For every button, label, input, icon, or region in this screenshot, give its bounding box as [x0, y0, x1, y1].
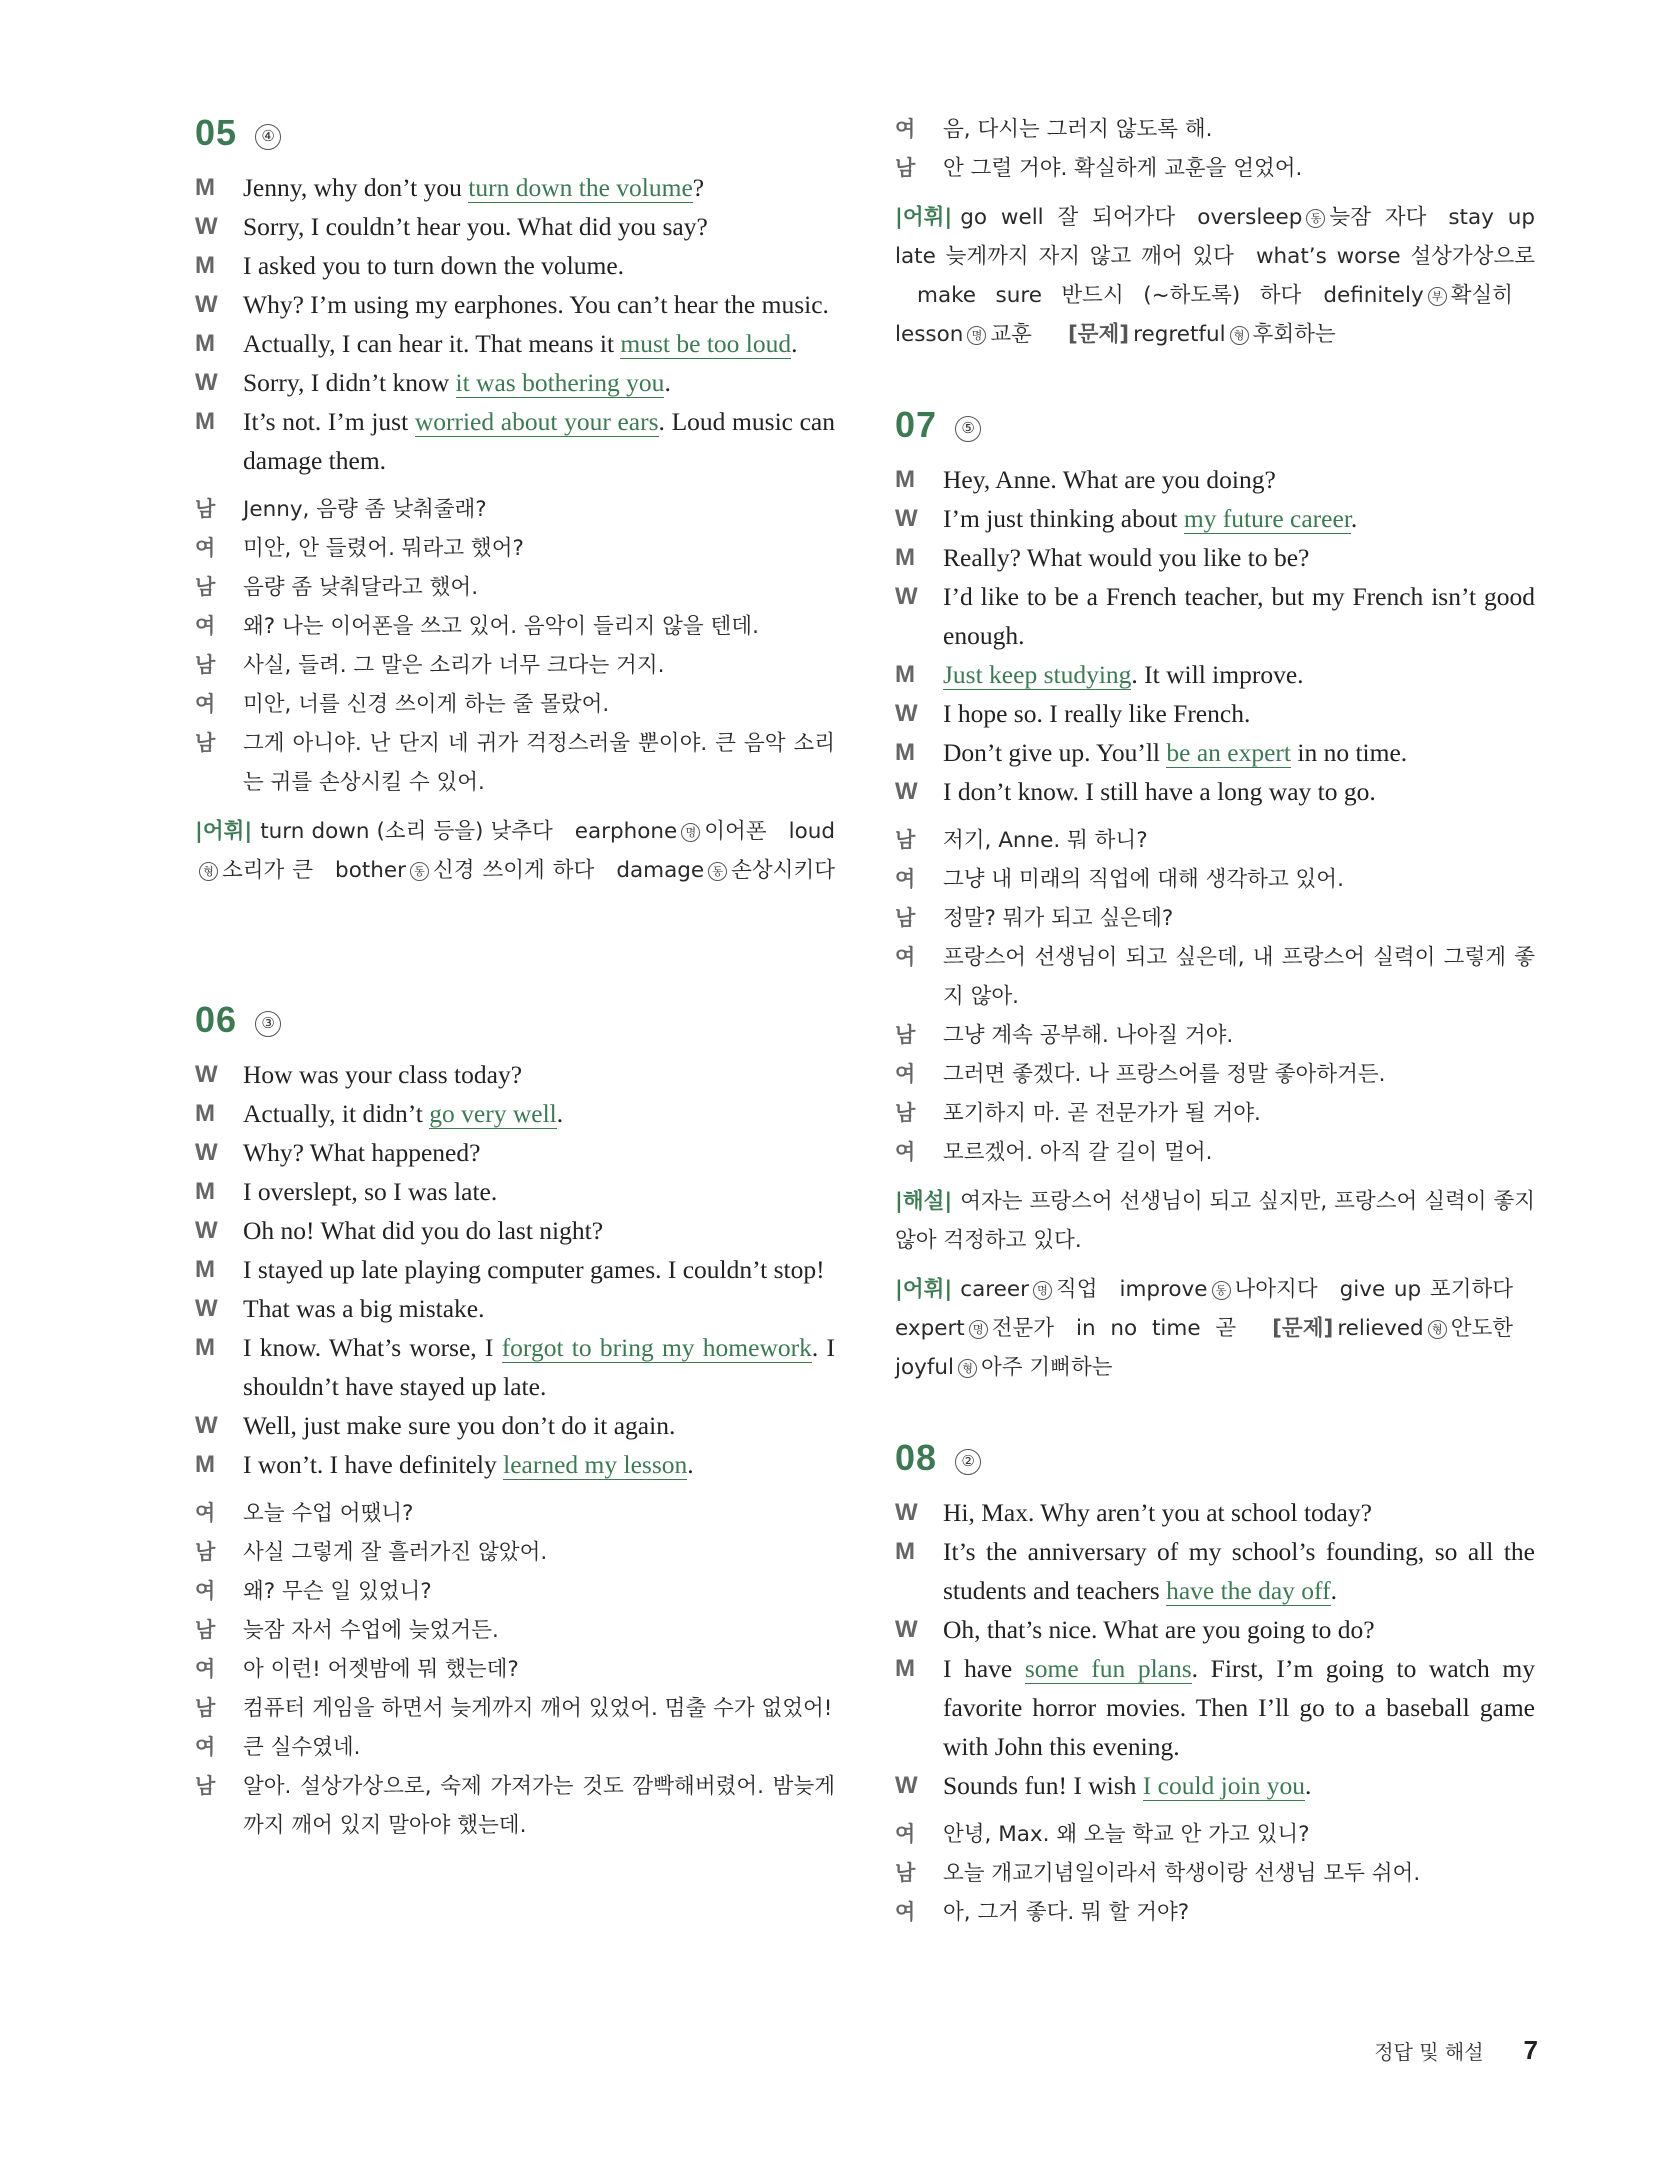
vocab-item: make sure 반드시 (~하도록) 하다	[917, 283, 1302, 308]
answer-phrase: have the day off	[1166, 1576, 1331, 1605]
answer-phrase: it was bothering you	[455, 368, 665, 397]
section-header	[195, 112, 835, 154]
dialogue-line	[195, 1055, 835, 1094]
vocabulary-note	[895, 1270, 1535, 1387]
explanation-label: |해설|	[895, 1189, 953, 1214]
translation-line	[195, 490, 835, 529]
translation-text: 안 그럴 거야. 확실하게 교훈을 얻었어.	[943, 156, 1303, 181]
utterance: Sounds fun! I wish I could join you.	[943, 1771, 1312, 1800]
translation-line	[195, 1689, 835, 1728]
dialogue-line	[195, 1289, 835, 1328]
dialogue-line	[195, 324, 835, 363]
dialogue-line	[195, 1445, 835, 1484]
translation-text: 그냥 계속 공부해. 나아질 거야.	[943, 1023, 1234, 1048]
part-of-speech-mark: 명	[1033, 1281, 1052, 1300]
speaker-label: M	[895, 1655, 915, 1682]
translation-line	[895, 1815, 1535, 1854]
speaker-label: M	[895, 739, 915, 766]
dialogue-line	[895, 1493, 1535, 1532]
answer-phrase: learned my lesson	[503, 1450, 688, 1479]
answer-mark: ②	[955, 1449, 981, 1475]
answer-phrase: I could join you	[1142, 1771, 1305, 1800]
dialogue	[195, 168, 835, 480]
translation-text: 큰 실수였네.	[243, 1735, 361, 1760]
dialogue	[895, 460, 1535, 811]
utterance: It’s not. I’m just worried about your ears. Loud music can damage them.	[243, 407, 836, 475]
answer-phrase: worried about your ears	[414, 407, 659, 436]
translation-line	[195, 607, 835, 646]
dialogue-line	[895, 499, 1535, 538]
dialogue-line	[195, 285, 835, 324]
section-header	[895, 404, 1535, 446]
speaker-label: 남	[195, 497, 216, 521]
right-column	[895, 110, 1535, 1938]
utterance: Actually, I can hear it. That means it must be too loud.	[243, 329, 798, 358]
translation	[895, 821, 1535, 1172]
dialogue-line	[195, 168, 835, 207]
answer-phrase: be an expert	[1166, 738, 1291, 767]
speaker-label: M	[195, 252, 215, 279]
part-of-speech-mark: 동	[410, 862, 429, 881]
answer-phrase: Just keep studying	[943, 660, 1132, 689]
utterance: That was a big mistake.	[243, 1294, 485, 1323]
vocabulary-note	[195, 812, 835, 929]
utterance: Actually, it didn’t go very well.	[243, 1099, 564, 1128]
translation-line	[895, 1854, 1535, 1893]
section-number: 05	[195, 112, 238, 153]
translation-line	[895, 149, 1535, 188]
translation-text: 오늘 개교기념일이라서 학생이랑 선생님 모두 쉬어.	[943, 1861, 1421, 1886]
translation-line	[895, 821, 1535, 860]
dialogue-line	[895, 1610, 1535, 1649]
translation-line	[195, 1533, 835, 1572]
answer-phrase: must be too loud	[620, 329, 792, 358]
translation-line	[895, 938, 1535, 1016]
translation-text: 오늘 수업 어땠니?	[243, 1501, 414, 1526]
explanation-note	[895, 1182, 1535, 1260]
section-header	[895, 1437, 1535, 1479]
section-07	[895, 404, 1535, 1387]
section-05	[195, 112, 835, 929]
speaker-label: 여	[195, 614, 216, 638]
part-of-speech-mark: 형	[199, 862, 218, 881]
translation	[895, 1815, 1535, 1932]
speaker-label: W	[195, 291, 218, 318]
translation-line	[895, 1094, 1535, 1133]
part-of-speech-mark: 형	[1428, 1320, 1447, 1339]
dialogue-line	[895, 538, 1535, 577]
translation-line	[195, 1767, 835, 1845]
speaker-label: 여	[895, 1062, 916, 1086]
utterance: I have some fun plans. First, I’m going to watch my favorite horror movies. Then I’ll go to a baseball game with John this evening.	[943, 1654, 1535, 1761]
speaker-label: 여	[195, 536, 216, 560]
speaker-label: 남	[895, 828, 916, 852]
speaker-label: 남	[195, 1540, 216, 1564]
answer-phrase: my future career	[1183, 504, 1351, 533]
vocab-item: lesson 명 교훈	[895, 322, 1032, 347]
vocab-item: loud형 소리가 큰	[195, 819, 835, 883]
answer-phrase: turn down the volume	[468, 173, 693, 202]
speaker-label: 남	[195, 653, 216, 677]
dialogue-line	[895, 577, 1535, 655]
utterance: Why? What happened?	[243, 1138, 481, 1167]
utterance: I overslept, so I was late.	[243, 1177, 498, 1206]
translation-line	[195, 568, 835, 607]
part-of-speech-mark: 명	[681, 823, 700, 842]
answer-mark: ⑤	[955, 416, 981, 442]
vocab-item: turn down (소리 등을) 낮추다	[260, 819, 553, 844]
speaker-label: W	[895, 1616, 918, 1643]
translation-line	[895, 1055, 1535, 1094]
vocab-item: give up 포기하다	[1339, 1277, 1513, 1302]
translation-continued	[895, 110, 1535, 188]
translation-text: 음, 다시는 그러지 않도록 해.	[943, 117, 1213, 142]
dialogue-line	[895, 1766, 1535, 1805]
answer-mark: ④	[255, 124, 281, 150]
vocab-item: in no time 곧	[1076, 1316, 1237, 1341]
section-number: 06	[195, 999, 238, 1040]
dialogue-line	[195, 1406, 835, 1445]
part-of-speech-mark: 동	[1212, 1281, 1231, 1300]
translation-text: 저기, Anne. 뭐 하니?	[943, 828, 1148, 853]
utterance: I’d like to be a French teacher, but my French isn’t good enough.	[943, 582, 1535, 650]
utterance: I’m just thinking about my future career.	[943, 504, 1358, 533]
translation-text: 미안, 안 들렸어. 뭐라고 했어?	[243, 536, 524, 561]
translation-text: 사실, 들려. 그 말은 소리가 너무 크다는 거지.	[243, 653, 665, 678]
dialogue-line	[895, 1649, 1535, 1766]
speaker-label: 여	[895, 867, 916, 891]
translation-line	[195, 1650, 835, 1689]
vocab-item: bother 동 신경 쓰이게 하다	[335, 858, 595, 883]
vocab-item: what’s worse 설상가상으로	[1255, 244, 1535, 269]
vocab-item: relieved 형 안도한	[1337, 1316, 1513, 1341]
vocab-item: earphone 명 이어폰	[574, 819, 767, 844]
speaker-label: W	[195, 1139, 218, 1166]
speaker-label: M	[195, 1178, 215, 1205]
translation-line	[895, 1133, 1535, 1172]
translation-line	[195, 1494, 835, 1533]
speaker-label: M	[895, 661, 915, 688]
speaker-label: W	[895, 505, 918, 532]
problem-label: [문제]	[1272, 1316, 1334, 1341]
speaker-label: 남	[895, 1101, 916, 1125]
dialogue-line	[195, 1172, 835, 1211]
translation-line	[895, 860, 1535, 899]
speaker-label: M	[195, 1256, 215, 1283]
vocab-item: damage 동 손상시키다	[616, 858, 835, 883]
vocab-item: career 명 직업	[960, 1277, 1098, 1302]
utterance: I know. What’s worse, I forgot to bring my homework. I shouldn’t have stayed up late.	[243, 1333, 835, 1401]
speaker-label: 남	[895, 906, 916, 930]
speaker-label: M	[195, 1451, 215, 1478]
dialogue-line	[195, 1094, 835, 1133]
utterance: I stayed up late playing computer games. I couldn’t stop!	[243, 1255, 825, 1284]
vocab-label: |어휘|	[895, 205, 953, 230]
answer-phrase: forgot to bring my homework	[501, 1333, 812, 1362]
speaker-label: W	[895, 778, 918, 805]
section-06	[195, 999, 835, 1845]
vocab-item: expert 명 전문가	[895, 1316, 1055, 1341]
utterance: How was your class today?	[243, 1060, 523, 1089]
utterance: I won’t. I have definitely learned my lesson.	[243, 1450, 694, 1479]
dialogue-line	[195, 1211, 835, 1250]
utterance: Jenny, why don’t you turn down the volume?	[243, 173, 705, 202]
speaker-label: 여	[895, 1822, 916, 1846]
part-of-speech-mark: 동	[708, 862, 727, 881]
section-header	[195, 999, 835, 1041]
translation-text: 미안, 너를 신경 쓰이게 하는 줄 몰랐어.	[243, 692, 610, 717]
part-of-speech-mark: 동	[1306, 209, 1325, 228]
dialogue-line	[195, 207, 835, 246]
translation-text: 그러면 좋겠다. 나 프랑스어를 정말 좋아하거든.	[943, 1062, 1386, 1087]
speaker-label: 남	[895, 1023, 916, 1047]
translation-line	[895, 899, 1535, 938]
speaker-label: M	[195, 330, 215, 357]
vocab-item: oversleep 동 늦잠 자다	[1197, 205, 1427, 230]
speaker-label: W	[895, 1772, 918, 1799]
utterance: Oh, that’s nice. What are you going to do?	[943, 1615, 1375, 1644]
translation-line	[195, 685, 835, 724]
translation-text: 컴퓨터 게임을 하면서 늦게까지 깨어 있었어. 멈출 수가 없었어!	[243, 1696, 833, 1721]
answer-mark: ③	[255, 1011, 281, 1037]
utterance: I don’t know. I still have a long way to go.	[943, 777, 1376, 806]
speaker-label: 여	[895, 945, 916, 969]
utterance: Don’t give up. You’ll be an expert in no time.	[943, 738, 1408, 767]
utterance: Well, just make sure you don’t do it again.	[243, 1411, 676, 1440]
utterance: Just keep studying. It will improve.	[943, 660, 1304, 689]
speaker-label: 남	[195, 1696, 216, 1720]
translation-text: 모르겠어. 아직 갈 길이 멀어.	[943, 1140, 1213, 1165]
part-of-speech-mark: 형	[1230, 326, 1249, 345]
part-of-speech-mark: 명	[967, 326, 986, 345]
dialogue-line	[195, 1328, 835, 1406]
utterance: I asked you to turn down the volume.	[243, 251, 625, 280]
utterance: It’s the anniversary of my school’s founding, so all the students and teachers have the day off.	[943, 1537, 1535, 1605]
section-number: 07	[895, 404, 938, 445]
speaker-label: 여	[195, 1657, 216, 1681]
speaker-label: W	[195, 369, 218, 396]
problem-label: [문제]	[1067, 322, 1130, 347]
speaker-label: 남	[195, 731, 216, 755]
dialogue-line	[895, 655, 1535, 694]
speaker-label: 남	[195, 1618, 216, 1642]
translation-text: 정말? 뭐가 되고 싶은데?	[943, 906, 1174, 931]
utterance: Oh no! What did you do last night?	[243, 1216, 604, 1245]
speaker-label: 여	[195, 1579, 216, 1603]
answer-phrase: go very well	[429, 1099, 557, 1128]
dialogue-line	[195, 1133, 835, 1172]
translation-line	[895, 110, 1535, 149]
vocab-item: improve 동 나아지다	[1119, 1277, 1318, 1302]
dialogue-line	[895, 460, 1535, 499]
speaker-label: W	[195, 1217, 218, 1244]
speaker-label: M	[195, 408, 215, 435]
vocab-item: joyful 형 아주 기뻐하는	[895, 1355, 1113, 1380]
translation-text: 그냥 내 미래의 직업에 대해 생각하고 있어.	[943, 867, 1344, 892]
speaker-label: 남	[895, 156, 916, 180]
translation-text: 늦잠 자서 수업에 늦었거든.	[243, 1618, 499, 1643]
utterance: I hope so. I really like French.	[943, 699, 1251, 728]
vocab-item: go well 잘 되어가다	[960, 205, 1176, 230]
speaker-label: W	[195, 1061, 218, 1088]
dialogue-line	[195, 402, 835, 480]
utterance: Hi, Max. Why aren’t you at school today?	[943, 1498, 1372, 1527]
translation-line	[195, 1572, 835, 1611]
speaker-label: W	[195, 1412, 218, 1439]
translation-text: 알아. 설상가상으로, 숙제 가져가는 것도 깜빡해버렸어. 밤늦게까지 깨어 있지 말아야 했는데.	[243, 1774, 835, 1838]
dialogue-line	[195, 363, 835, 402]
translation-text: 사실 그렇게 잘 흘러가진 않았어.	[243, 1540, 548, 1565]
speaker-label: 남	[195, 575, 216, 599]
translation-line	[195, 529, 835, 568]
translation-text: Jenny, 음량 좀 낮춰줄래?	[243, 497, 487, 522]
vocab-item: definitely 부 확실히	[1323, 283, 1513, 308]
speaker-label: 여	[895, 1900, 916, 1924]
page-footer	[1374, 2035, 1538, 2066]
speaker-label: M	[195, 1100, 215, 1127]
vocab-label: |어휘|	[895, 1277, 953, 1302]
dialogue-line	[895, 733, 1535, 772]
utterance: Sorry, I didn’t know it was bothering you.	[243, 368, 671, 397]
dialogue-line	[195, 1250, 835, 1289]
utterance: Hey, Anne. What are you doing?	[943, 465, 1276, 494]
translation-text: 포기하지 마. 곧 전문가가 될 거야.	[943, 1101, 1261, 1126]
speaker-label: M	[895, 544, 915, 571]
translation-line	[195, 1728, 835, 1767]
vocabulary-note	[895, 198, 1535, 354]
dialogue-line	[895, 694, 1535, 733]
section-number: 08	[895, 1437, 938, 1478]
speaker-label: M	[895, 1538, 915, 1565]
translation-line	[195, 724, 835, 802]
speaker-label: W	[895, 700, 918, 727]
footer-text: 정답 및 해설	[1374, 2040, 1484, 2064]
speaker-label: W	[195, 1295, 218, 1322]
speaker-label: W	[895, 583, 918, 610]
vocab-label: |어휘|	[195, 819, 253, 844]
translation-line	[895, 1893, 1535, 1932]
speaker-label: W	[895, 1499, 918, 1526]
speaker-label: 여	[895, 117, 916, 141]
page-number: 7	[1523, 2035, 1538, 2065]
translation-text: 아 이런! 어젯밤에 뭐 했는데?	[243, 1657, 519, 1682]
speaker-label: 남	[195, 1774, 216, 1798]
explanation-text: 여자는 프랑스어 선생님이 되고 싶지만, 프랑스어 실력이 좋지 않아 걱정하고 있다.	[895, 1189, 1535, 1253]
translation-line	[195, 646, 835, 685]
utterance: Really? What would you like to be?	[943, 543, 1310, 572]
speaker-label: W	[195, 213, 218, 240]
part-of-speech-mark: 형	[958, 1359, 977, 1378]
dialogue-line	[195, 246, 835, 285]
dialogue-line	[895, 1532, 1535, 1610]
part-of-speech-mark: 명	[969, 1320, 988, 1339]
translation-line	[195, 1611, 835, 1650]
speaker-label: 여	[195, 1501, 216, 1525]
translation-text: 음량 좀 낮춰달라고 했어.	[243, 575, 479, 600]
translation-text: 안녕, Max. 왜 오늘 학교 안 가고 있니?	[943, 1822, 1310, 1847]
left-column	[195, 112, 835, 1851]
translation	[195, 1494, 835, 1845]
translation	[195, 490, 835, 802]
part-of-speech-mark: 부	[1428, 287, 1447, 306]
utterance: Why? I’m using my earphones. You can’t hear the music.	[243, 290, 829, 319]
speaker-label: 여	[195, 692, 216, 716]
speaker-label: M	[195, 174, 215, 201]
section-08	[895, 1437, 1535, 1932]
translation-text: 프랑스어 선생님이 되고 싶은데, 내 프랑스어 실력이 그렇게 좋지 않아.	[943, 945, 1535, 1009]
translation-text: 왜? 나는 이어폰을 쓰고 있어. 음악이 들리지 않을 텐데.	[243, 614, 759, 639]
vocab-item: stay up late 늦게까지 자지 않고 깨어 있다	[895, 205, 1535, 269]
speaker-label: 여	[895, 1140, 916, 1164]
speaker-label: 여	[195, 1735, 216, 1759]
translation-line	[895, 1016, 1535, 1055]
translation-text: 왜? 무슨 일 있었니?	[243, 1579, 432, 1604]
vocab-item: regretful 형 후회하는	[1133, 322, 1336, 347]
speaker-label: M	[195, 1334, 215, 1361]
translation-text: 그게 아니야. 난 단지 네 귀가 걱정스러울 뿐이야. 큰 음악 소리는 귀를 손상시킬 수 있어.	[243, 731, 835, 795]
answer-phrase: some fun plans	[1024, 1654, 1192, 1683]
dialogue	[895, 1493, 1535, 1805]
utterance: Sorry, I couldn’t hear you. What did you say?	[243, 212, 708, 241]
dialogue	[195, 1055, 835, 1484]
translation-text: 아, 그거 좋다. 뭐 할 거야?	[943, 1900, 1190, 1925]
speaker-label: 남	[895, 1861, 916, 1885]
dialogue-line	[895, 772, 1535, 811]
speaker-label: M	[895, 466, 915, 493]
